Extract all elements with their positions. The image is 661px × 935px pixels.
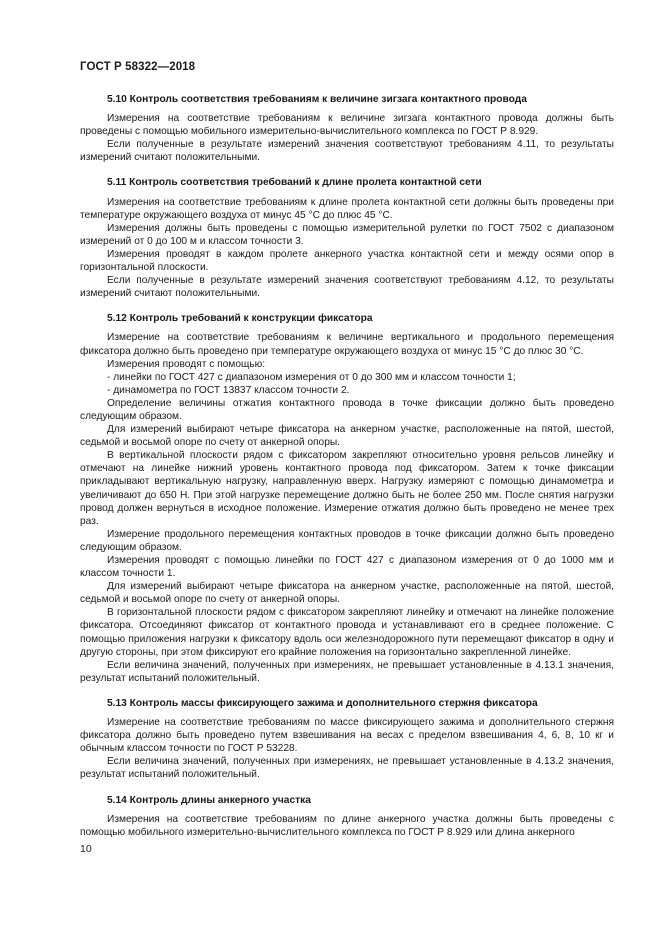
section-title: 5.10 Контроль соответствия требованиям к величине зигзага контактного провода <box>107 94 527 105</box>
paragraph: Измерение продольного перемещения контактных проводов в точке фиксации должно быть проведено следующим образом. <box>80 528 614 553</box>
section-title: 5.12 Контроль требований к конструкции фиксатора <box>107 313 373 325</box>
paragraph: Для измерений выбирают четыре фиксатора на анкерном участке, расположенные на пятой, шестой, седьмой и восьмой опоре по счету от анкерной опоры. <box>80 424 614 449</box>
section-5-11 <box>80 176 614 300</box>
paragraph: Для измерений выбирают четыре фиксатора на анкерном участке, расположенные на пятой, шестой, седьмой и восьмой опоре по счету от анкерной опоры. <box>80 581 614 606</box>
paragraph: В горизонтальной плоскости рядом с фиксатором закрепляют линейку и отмечают на линейке положение фиксатора. Отсоединяют фиксатор от контактного провода и устанавливают его в среднее положение. С помощью приложения нагрузки к фиксатору вдоль оси железнодорожного пути перемещают фиксатор в одну и другую стороны, при этом фиксируют его крайние положения на горизонтально закрепленной линейке. <box>80 607 614 658</box>
paragraph: Если величина значений, полученных при измерениях, не превышает установленные в 4.13.2 значения, результат испытаний положительный. <box>80 756 614 781</box>
section-title: 5.11 Контроль соответствия требований к длине пролета контактной сети <box>107 177 482 189</box>
list-item: - линейки по ГОСТ 427 с диапазоном измерения от 0 до 300 мм и классом точности 1; <box>107 371 516 383</box>
paragraph: Измерение на соответствие требованиям по массе фиксирующего зажима и дополнительного стержня фиксатора должно быть проведено путем взвешивания на весах с пределом взвешивания 4, 6, 8, 10 кг и обычным классом точности по ГОСТ Р 53228. <box>80 717 614 755</box>
paragraph: В вертикальной плоскости рядом с фиксатором закрепляют относительно уровня рельсов линейку и отмечают на линейке нижний уровень контактного провода под фиксатором. Затем к точке фиксации прикладывают вертикальную нагрузку, направленную вверх. Нагрузку измеряют с помощью динамометра и увеличивают до 650 Н. При этой нагрузке перемещение должно быть не более 250 мм. После снятия нагрузки провод должен вернуться в исходное положение. Измерение отжатия должно быть проведено не менее трех раз. <box>80 450 614 527</box>
paragraph: Измерения на соответствие требованиям к длине пролета контактной сети должны быть проведены при температуре окружающего воздуха от минус 45 °С до плюс 45 °С. <box>80 196 614 221</box>
list-item: - динамометра по ГОСТ 13837 классом точности 2. <box>107 384 350 396</box>
paragraph: Если величина значений, полученных при измерениях, не превышает установленные в 4.13.1 значения, результат испытаний положительный. <box>80 659 614 684</box>
page-number: 10 <box>80 843 92 855</box>
paragraph: Измерение на соответствие требованиям к величине вертикального и продольного перемещения фиксатора должно быть проведено при температуре окружающего воздуха от минус 15 °С до плюс 30 °С. <box>80 332 614 357</box>
paragraph: Если полученные в результате измерений значения соответствуют требованиям 4.12, то результаты измерений считают положительными. <box>80 275 614 300</box>
section-5-10 <box>80 93 614 164</box>
paragraph: Измерения проводят в каждом пролете анкерного участка контактной сети и между осями опор в горизонтальной плоскости. <box>80 248 614 274</box>
paragraph: Если полученные в результате измерений значения соответствуют требованиям 4.11, то результаты измерений считают положительными. <box>80 139 614 164</box>
section-title: 5.14 Контроль длины анкерного участка <box>107 794 311 806</box>
paragraph: Измерения должны быть проведены с помощью измерительной рулетки по ГОСТ 7502 с диапазоном измерений от 0 до 100 м и классом точности 3. <box>80 222 614 247</box>
section-5-14 <box>80 794 614 839</box>
document-header: ГОСТ Р 58322—2018 <box>80 61 196 73</box>
paragraph: Определение величины отжатия контактного провода в точке фиксации должно быть проведено следующим образом. <box>80 397 614 422</box>
paragraph: Измерения на соответствие требованиям к величине зигзага контактного провода должны быть проведены с помощью мобильного измерительно-вычислительного комплекса по ГОСТ Р 8.929. <box>80 113 614 138</box>
section-5-12 <box>80 312 614 685</box>
section-5-13 <box>80 697 614 782</box>
paragraph: Измерения на соответствие требованиям по длине анкерного участка должны быть проведены с помощью мобильного измерительно-вычислительного комплекса по ГОСТ Р 8.929 или длина анкерного <box>80 813 614 838</box>
section-title: 5.13 Контроль массы фиксирующего зажима и дополнительного стержня фиксатора <box>107 697 538 709</box>
paragraph: Измерения проводят с помощью: <box>107 358 266 370</box>
document-body <box>80 83 614 839</box>
paragraph: Измерения проводят с помощью линейки по ГОСТ 427 с диапазоном измерения от 0 до 1000 мм и классом точности 1. <box>80 555 614 580</box>
